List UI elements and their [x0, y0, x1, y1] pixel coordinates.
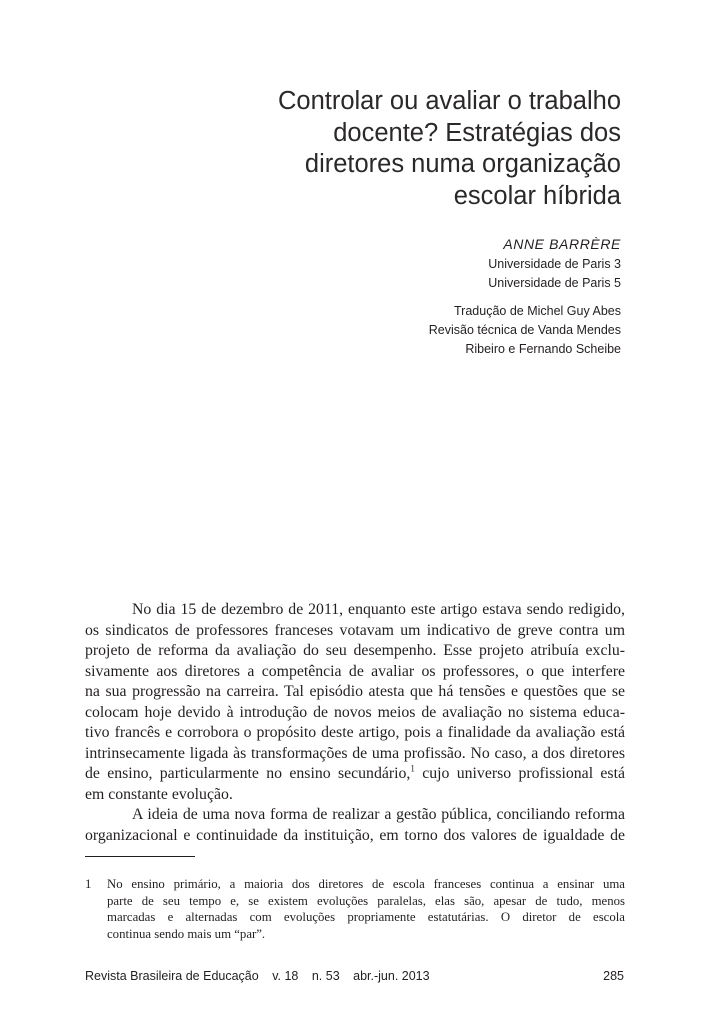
- author-name: ANNE BARRÈRE: [503, 236, 621, 252]
- title-line: docente? Estratégias dos: [333, 118, 621, 147]
- translation-credit: Ribeiro e Fernando Scheibe: [465, 342, 621, 356]
- title-line: escolar híbrida: [453, 181, 621, 210]
- page-number: 285: [603, 969, 624, 983]
- footnote-number: 1: [85, 877, 92, 891]
- article-body: [85, 600, 625, 846]
- journal-name: Revista Brasileira de Educação: [85, 969, 259, 983]
- footnote-reference[interactable]: 1: [410, 763, 415, 774]
- journal-volume: v. 18: [272, 969, 299, 983]
- footnote-divider: [85, 856, 195, 857]
- affiliation: Universidade de Paris 3: [488, 257, 621, 271]
- body-segment: de ensino, particularmente no ensino secundário,: [85, 765, 411, 782]
- body-segment: cujo universo profissional está: [422, 765, 625, 782]
- body-line: tivo francês e corrobora o propósito deste artigo, pois a finalidade da avaliação está: [85, 724, 625, 741]
- title-line: Controlar ou avaliar o trabalho: [277, 87, 621, 115]
- body-line: No dia 15 de dezembro de 2011, enquanto este artigo estava sendo redigido,: [132, 601, 625, 618]
- journal-issue: n. 53: [311, 969, 340, 983]
- translation-credit: Tradução de Michel Guy Abes: [454, 304, 621, 318]
- running-footer: [85, 969, 440, 983]
- affiliation: Universidade de Paris 5: [488, 276, 621, 290]
- title-line: diretores numa organização: [304, 150, 621, 178]
- article-title: [201, 86, 621, 212]
- footnote-line: parte de seu tempo e, se existem evoluções paralelas, elas são, apesar de tudo, menos: [107, 893, 625, 908]
- footnote-line: No ensino primário, a maioria dos diretores de escola franceses continua a ensinar uma: [107, 877, 625, 891]
- body-line: os sindicatos de professores franceses votavam um indicativo de greve contra um: [85, 621, 625, 639]
- footnote-text: [107, 876, 625, 942]
- footnote-line: continua sendo mais um “par”.: [107, 926, 266, 941]
- translation-credit: Revisão técnica de Vanda Mendes: [428, 323, 621, 337]
- footnote-line: marcadas e alternadas com evoluções propriamente estatutárias. O diretor de escola: [107, 910, 625, 924]
- body-line: sivamente aos diretores a competência de avaliar os professores, o que interfere: [85, 662, 625, 680]
- journal-date: abr.-jun. 2013: [353, 969, 430, 983]
- body-line: A ideia de uma nova forma de realizar a gestão pública, conciliando reforma: [132, 806, 625, 823]
- body-line: [85, 764, 625, 785]
- body-line: na sua progressão na carreira. Tal episódio atesta que há tensões e questões que se: [85, 683, 625, 700]
- body-line: organizacional e continuidade da instituição, em torno dos valores de igualdade de: [85, 826, 625, 844]
- body-line: projeto de reforma da avaliação do seu desempenho. Esse projeto atribuía exclu-: [85, 642, 625, 659]
- body-line: em constante evolução.: [85, 785, 233, 803]
- body-line: colocam hoje devido à introdução de novos meios de avaliação no sistema educa-: [85, 703, 625, 721]
- body-line: intrinsecamente ligada às transformações de uma profissão. No caso, a dos diretores: [85, 744, 625, 762]
